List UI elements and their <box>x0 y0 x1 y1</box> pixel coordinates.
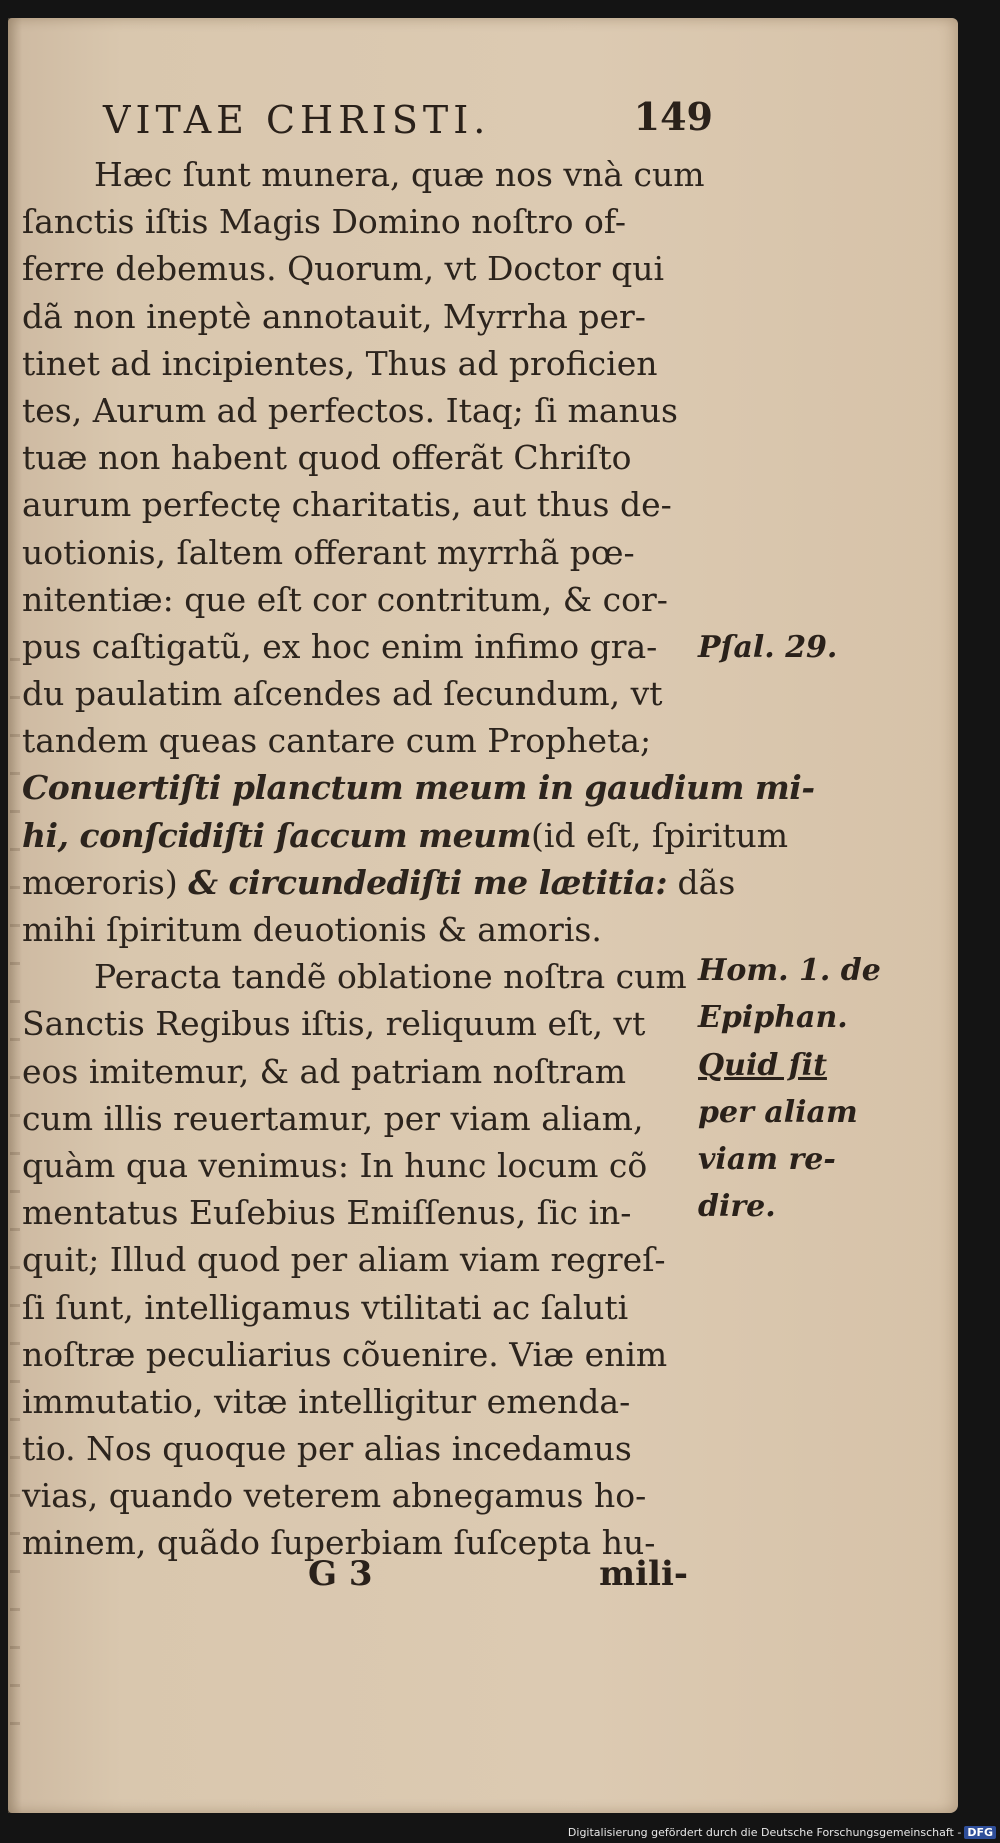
text-line: tio. Nos quoque per alias incedamus <box>22 1429 632 1469</box>
margin-note-heading <box>698 1048 827 1083</box>
text-line: eos imitemur, & ad patriam noſtram <box>22 1051 627 1091</box>
text-line <box>22 859 736 906</box>
binding-marks <box>10 658 20 1758</box>
text-line: tuæ non habent quod offerãt Chriſto <box>22 438 632 478</box>
psalm-quote: hi, conſcidiſti ſaccum meum <box>22 815 531 855</box>
book-page <box>8 18 958 1813</box>
text-line: tes, Aurum ad perfectos. Itaq; ſi manus <box>22 390 678 430</box>
paragraph-2 <box>22 953 722 1566</box>
margin-note-heading: per aliam <box>698 1095 858 1130</box>
text-line: dã non ineptè annotauit, Myrrha per- <box>22 296 646 336</box>
catchword: mili- <box>599 1554 688 1594</box>
text-line: quit; Illud quod per aliam viam regreſ- <box>22 1240 666 1280</box>
text-line: tinet ad incipientes, Thus ad proficien <box>22 343 658 383</box>
text-line: aurum perfectę charitatis, aut thus de- <box>22 485 672 525</box>
text-line <box>22 906 722 953</box>
text-line <box>22 812 789 859</box>
text-line: noſtræ peculiarius cõuenire. Viæ enim <box>22 1334 668 1374</box>
margin-note-heading: dire. <box>698 1189 776 1224</box>
text-line: minem, quãdo ſuperbiam ſuſcepta hu- <box>22 1523 656 1563</box>
text-line <box>22 764 815 811</box>
psalm-quote: & circundediſti me lætitia: <box>188 862 668 902</box>
text-line: vias, quando veterem abnegamus ho- <box>22 1476 647 1516</box>
margin-note-heading: viam re- <box>698 1142 836 1177</box>
page-number: 149 <box>633 94 713 139</box>
paragraph-1 <box>22 151 722 764</box>
running-head <box>103 94 713 148</box>
page-footer <box>308 1554 688 1602</box>
text-line: ferre debemus. Quorum, vt Doctor qui <box>22 249 665 289</box>
text-line: mentatus Euſebius Emiſſenus, ſic in- <box>22 1193 632 1233</box>
text-line: uotionis, ſaltem offerant myrrhã pœ- <box>22 532 635 572</box>
text-line: cum illis reuertamur, per viam aliam, <box>22 1098 644 1138</box>
gloss: (id eſt, ſpiritum <box>531 815 789 855</box>
text-line: tandem queas cantare cum Propheta; <box>22 721 652 761</box>
margin-note-homily: Hom. 1. de <box>698 953 881 988</box>
text-line: pus caſtigatũ, ex hoc enim infimo gra- <box>22 626 658 666</box>
psalm-quote: Conuertiſti planctum meum in gaudium mi- <box>22 768 815 808</box>
digitization-credit <box>568 1826 996 1839</box>
running-title: VITAE CHRISTI. <box>103 98 491 142</box>
signature-mark: G 3 <box>308 1554 373 1594</box>
gloss: mœroris) <box>22 862 178 902</box>
text-fragment: dãs <box>677 862 736 902</box>
margin-note-text: Quid ſit <box>698 1048 827 1083</box>
text-line: nitentiæ: que eſt cor contritum, & cor- <box>22 579 668 619</box>
credit-text: Digitalisierung gefördert durch die Deutsche Forschungsgemeinschaft - <box>567 1826 962 1839</box>
text-line: immutatio, vitæ intelligitur emenda- <box>22 1381 631 1421</box>
margin-note-psalm: Pſal. 29. <box>698 630 838 665</box>
text-line: Sanctis Regibus iſtis, reliquum eſt, vt <box>22 1004 646 1044</box>
dfg-logo: DFG <box>964 1826 996 1839</box>
text-fragment: mihi ſpiritum deuotionis & amoris. <box>22 910 602 949</box>
text-line: Hæc ſunt munera, quæ nos vnà cum <box>94 155 705 194</box>
text-line: quàm qua venimus: In hunc locum cõ <box>22 1145 648 1185</box>
text-line: ſanctis iſtis Magis Domino noſtro of- <box>22 202 627 242</box>
margin-note-homily: Epiphan. <box>698 1000 848 1035</box>
text-line: Peracta tandẽ oblatione noſtra cum <box>94 957 687 997</box>
text-line: ſi ſunt, intelligamus vtilitati ac ſaluti <box>22 1287 629 1327</box>
text-line: du paulatim aſcendes ad ſecundum, vt <box>22 674 663 714</box>
